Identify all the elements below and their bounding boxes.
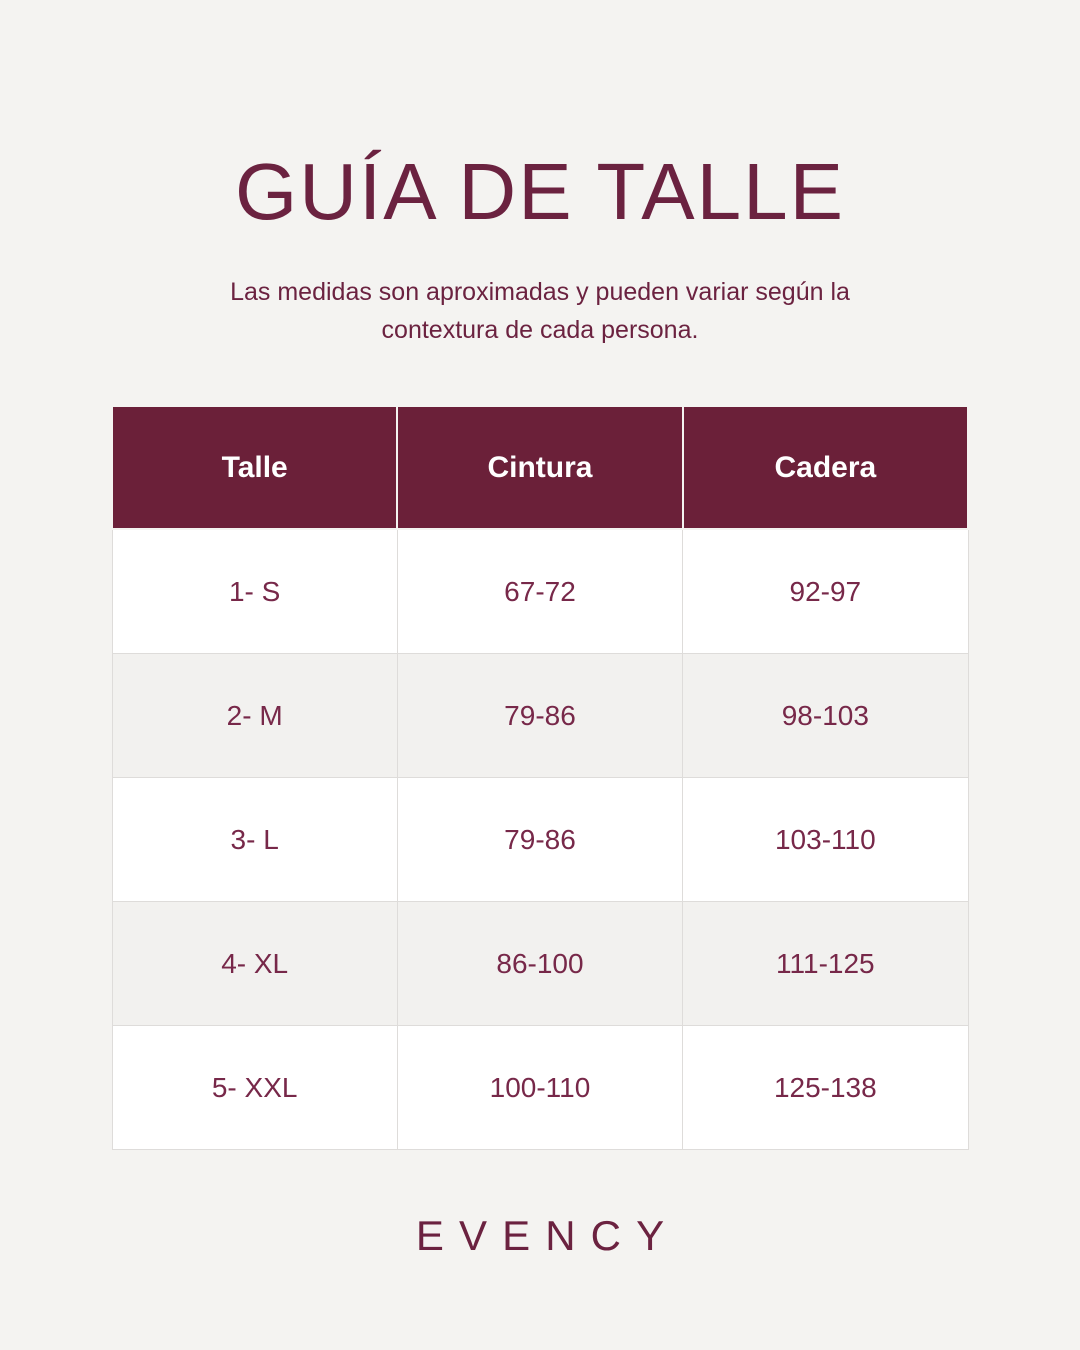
cell-cintura: 67-72 bbox=[397, 529, 682, 654]
cell-cadera: 92-97 bbox=[683, 529, 968, 654]
cell-talle: 5- XXL bbox=[112, 1026, 397, 1150]
size-table bbox=[111, 405, 969, 1150]
brand-logo: EVENCY bbox=[415, 1212, 680, 1259]
cell-cintura: 100-110 bbox=[397, 1026, 682, 1150]
cell-cadera: 103-110 bbox=[683, 778, 968, 902]
cell-cintura: 79-86 bbox=[397, 654, 682, 778]
cell-cintura: 79-86 bbox=[397, 778, 682, 902]
cell-talle: 3- L bbox=[112, 778, 397, 902]
table-row bbox=[112, 778, 968, 902]
cell-cadera: 111-125 bbox=[683, 902, 968, 1026]
table-header-row bbox=[112, 406, 968, 529]
page-title: GUÍA DE TALLE bbox=[235, 147, 845, 236]
cell-talle: 1- S bbox=[112, 529, 397, 654]
column-header-cintura: Cintura bbox=[397, 406, 682, 529]
cell-talle: 2- M bbox=[112, 654, 397, 778]
table-row bbox=[112, 902, 968, 1026]
page-subtitle: Las medidas son aproximadas y pueden variar según la contextura de cada persona. bbox=[230, 278, 850, 344]
cell-cadera: 125-138 bbox=[683, 1026, 968, 1150]
cell-cadera: 98-103 bbox=[683, 654, 968, 778]
cell-talle: 4- XL bbox=[112, 902, 397, 1026]
table-row bbox=[112, 654, 968, 778]
column-header-talle: Talle bbox=[112, 406, 397, 529]
column-header-cadera: Cadera bbox=[683, 406, 968, 529]
table-row bbox=[112, 529, 968, 654]
table-row bbox=[112, 1026, 968, 1150]
cell-cintura: 86-100 bbox=[397, 902, 682, 1026]
